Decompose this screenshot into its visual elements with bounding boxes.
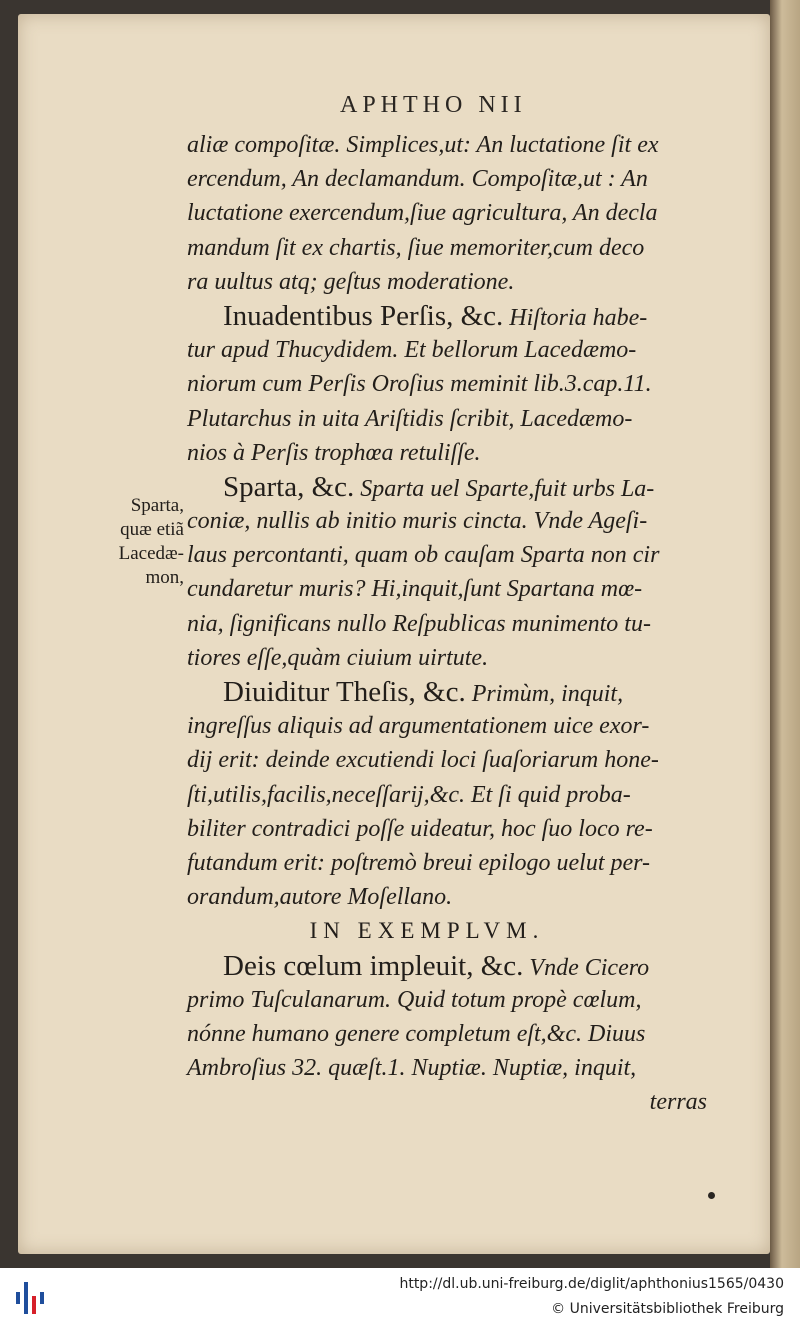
text-line: primo Tuſculanarum. Quid totum propè cœlum, <box>187 986 642 1013</box>
running-head: APHTHO NII <box>340 92 527 118</box>
body-text <box>187 128 707 1119</box>
text-line: aliæ compoſitæ. Simplices,ut: An luctatione ſit ex <box>187 132 659 158</box>
margin-note-line: mon, <box>145 567 184 588</box>
catchword: terras <box>649 1089 707 1116</box>
text-line: laus percontanti, quam ob cauſam Sparta non cir <box>187 542 660 569</box>
text-line: Ambroſius 32. quæſt.1. Nuptiæ. Nuptiæ, inquit, <box>187 1055 637 1082</box>
text-line: tur apud Thucydidem. Et bellorum Lacedæmo- <box>187 337 637 364</box>
paragraph-start <box>187 949 707 983</box>
margin-note <box>84 494 184 590</box>
text-line: ingreſſus aliquis ad argumentationem uice exor- <box>187 713 650 740</box>
text-line: cundaretur muris? Hi,inquit,ſunt Spartana mœ- <box>187 576 643 603</box>
lemma: Deis cœlum impleuit, &c. <box>223 949 524 982</box>
paragraph-start <box>187 470 707 504</box>
text-line: nónne humano genere completum eſt,&c. Diuus <box>187 1020 646 1047</box>
text-line: luctatione exercendum,ſiue agricultura, An decla <box>187 200 658 227</box>
permalink[interactable]: http://dl.ub.uni-freiburg.de/diglit/aphthonius1565/0430 <box>399 1276 784 1292</box>
text-line: dij erit: deinde excutiendi loci ſuaſoriarum hone- <box>187 747 659 774</box>
text-line: mandum ſit ex chartis, ſiue memoriter,cum deco <box>187 234 645 261</box>
text-line: orandum,autore Moſellano. <box>187 884 453 911</box>
lemma-continuation: Vnde Cicero <box>529 954 650 981</box>
text-line: nia, ſignificans nullo Reſpublicas munimento tu- <box>187 610 651 637</box>
lemma: Inuadentibus Perſis, &c. <box>223 299 504 332</box>
text-line: nios à Perſis trophœa retuliſſe. <box>187 439 481 466</box>
section-heading: IN EXEMPLVM. <box>309 918 545 944</box>
text-line: ſti,utilis,facilis,neceſſarij,&c. Et ſi quid proba- <box>187 781 631 808</box>
ub-freiburg-logo-icon[interactable] <box>12 1278 52 1318</box>
paragraph-start <box>187 299 707 333</box>
lemma-continuation: Primùm, inquit, <box>471 681 624 707</box>
margin-note-line: Lacedæ- <box>118 543 184 564</box>
text-line: biliter contradici poſſe uideatur, hoc ſuo loco re- <box>187 815 653 842</box>
ink-dot <box>708 1192 715 1199</box>
margin-note-line: Sparta, <box>130 495 184 516</box>
margin-note-line: quæ etiã <box>120 519 184 540</box>
copyright-notice: © Universitätsbibliothek Freiburg <box>551 1301 784 1317</box>
paragraph-start <box>187 675 707 709</box>
lemma-continuation: Hiſtoria habe- <box>509 304 648 331</box>
lemma: Sparta, &c. <box>223 470 355 503</box>
text-line: ra uultus atq; geſtus moderatione. <box>187 268 515 295</box>
lemma: Diuiditur Theſis, &c. <box>223 676 466 708</box>
viewer-footer <box>0 1268 800 1326</box>
book-edge <box>770 0 800 1268</box>
text-line: coniæ, nullis ab initio muris cincta. Vnde Ageſi- <box>187 508 648 535</box>
text-line: tiores eſſe,quàm ciuium uirtute. <box>187 644 489 671</box>
text-line: futandum erit: poſtremò breui epilogo uelut per- <box>187 849 651 876</box>
text-line: ercendum, An declamandum. Compoſitæ,ut : An <box>187 166 648 193</box>
text-line: niorum cum Perſis Oroſius meminit lib.3.cap.11. <box>187 371 652 398</box>
text-line: Plutarchus in uita Ariſtidis ſcribit, Lacedæmo- <box>187 405 633 432</box>
lemma-continuation: Sparta uel Sparte,fuit urbs La- <box>360 475 655 502</box>
